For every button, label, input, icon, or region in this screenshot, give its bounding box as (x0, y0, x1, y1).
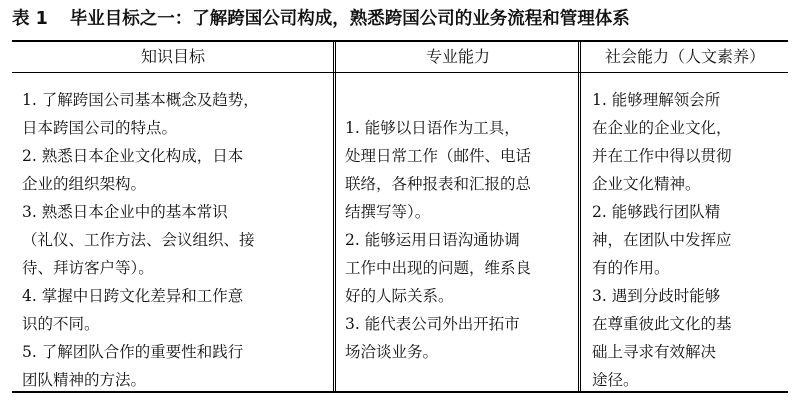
cell-text-line: 企业文化精神。 (592, 175, 701, 193)
cell-text-line: 日本跨国公司的特点。 (22, 119, 178, 137)
cell-text-line: 并在工作中得以贯彻 (592, 147, 732, 165)
table-caption (12, 6, 788, 32)
cell-text-line: （礼仪、工作方法、会议组织、接 (22, 231, 255, 249)
cell-text-line: 3. 熟悉日本企业中的基本常识 (22, 203, 228, 221)
cell-text-line: 企业的组织架构。 (22, 175, 147, 193)
cell-text-line: 联络，各种报表和汇报的总 (345, 175, 532, 193)
cell-text-line: 1. 了解跨国公司基本概念及趋势， (22, 91, 259, 109)
cell-text-line: 工作中出现的问题，维系良 (345, 259, 532, 277)
column-divider-2 (578, 42, 581, 391)
cell-text-line: 途径。 (592, 371, 639, 389)
cell-text-line: 神，在团队中发挥应 (592, 231, 732, 249)
cell-text-line: 5. 了解团队合作的重要性和践行 (22, 343, 244, 361)
header-knowledge-goals: 知识目标 (140, 47, 205, 66)
header-professional-ability: 专业能力 (425, 47, 490, 66)
column-social-ability (592, 86, 784, 394)
cell-text-line: 在尊重彼此文化的基 (592, 315, 732, 333)
goals-table (12, 40, 788, 393)
cell-text-line: 场洽谈业务。 (345, 343, 439, 361)
cell-text-line: 待、拜访客户等）。 (22, 259, 154, 277)
cell-text-line: 处理日常工作（邮件、电话 (345, 147, 532, 165)
cell-text-line: 2. 能够践行团队精 (592, 203, 721, 221)
cell-text-line: 1. 能够理解领会所 (592, 91, 721, 109)
cell-text-line: 2. 熟悉日本企业文化构成，日本 (22, 147, 244, 165)
header-social-ability: 社会能力（人文素养） (604, 47, 765, 66)
column-knowledge-goals (22, 86, 327, 394)
table-header-row (12, 42, 788, 73)
cell-text-line: 好的人际关系。 (345, 287, 454, 305)
cell-text-line: 2. 能够运用日语沟通协调 (345, 231, 520, 249)
cell-text-line: 结撰写等）。 (345, 203, 431, 221)
column-professional-ability (345, 114, 573, 366)
cell-text-line: 团队精神的方法。 (22, 371, 147, 389)
table-title: 毕业目标之一：了解跨国公司构成，熟悉跨国公司的业务流程和管理体系 (69, 9, 630, 29)
cell-text-line: 在企业的企业文化， (592, 119, 732, 137)
cell-text-line: 有的作用。 (592, 259, 670, 277)
column-divider-1 (333, 42, 336, 391)
cell-text-line: 3. 遇到分歧时能够 (592, 287, 721, 305)
cell-text-line: 4. 掌握中日跨文化差异和工作意 (22, 287, 244, 305)
cell-text-line: 3. 能代表公司外出开拓市 (345, 315, 520, 333)
cell-text-line: 1. 能够以日语作为工具， (345, 119, 520, 137)
cell-text-line: 础上寻求有效解决 (592, 343, 717, 361)
cell-text-line: 识的不同。 (22, 315, 100, 333)
table-number: 表 1 (12, 9, 48, 29)
